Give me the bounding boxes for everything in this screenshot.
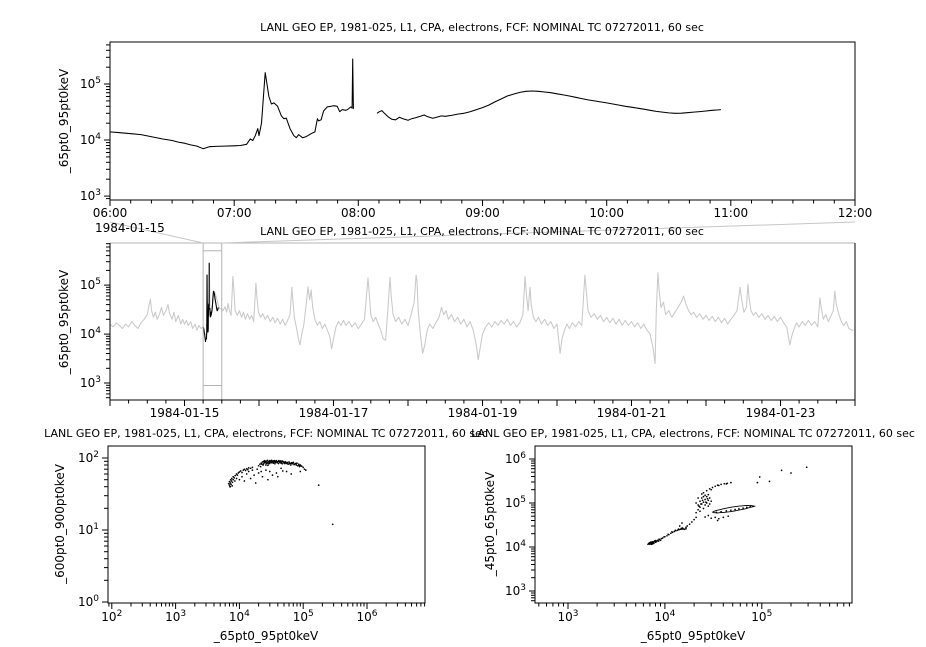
detail-y-axis-label: _65pt0_95pt0keV	[57, 68, 71, 174]
scatter-point	[759, 476, 761, 478]
scatter-point	[709, 497, 711, 499]
x-tick-label: 08:00	[341, 206, 376, 220]
scatter-point	[281, 460, 283, 462]
x-tick-label: $10^3$	[557, 609, 579, 624]
scatter-left-y-axis-label: _600pt0_900pt0keV	[53, 464, 67, 584]
scatter-point	[703, 508, 705, 510]
scatter-point	[695, 512, 697, 514]
scatter-point	[262, 476, 264, 478]
y-tick-label: $10^5$	[79, 277, 101, 293]
scatter-point	[707, 498, 709, 500]
scatter-point	[229, 486, 231, 488]
scatter-45-65-plot	[505, 446, 852, 624]
scatter-point	[790, 472, 792, 474]
y-tick-label: $10^4$	[79, 326, 101, 342]
scatter-point	[261, 463, 263, 465]
scatter-point	[271, 460, 273, 462]
scatter-point	[283, 461, 285, 463]
scatter-point	[259, 463, 261, 465]
scatter-point	[241, 476, 243, 478]
scatter-point	[781, 470, 783, 472]
scatter-point	[244, 468, 246, 470]
scatter-point	[234, 475, 236, 477]
scatter-point	[231, 480, 233, 482]
scatter-point	[703, 492, 705, 494]
scatter-point	[302, 467, 304, 469]
detail-timeseries-plot	[80, 42, 872, 220]
x-tick-label: $10^6$	[356, 609, 378, 624]
x-tick-label: $10^5$	[751, 609, 773, 624]
scatter-point	[229, 484, 231, 486]
x-tick-label: 11:00	[713, 206, 749, 220]
scatter-point	[662, 537, 664, 539]
scatter-point	[273, 462, 275, 464]
scatter-45-65-plot-area[interactable]	[535, 446, 852, 603]
scatter-point	[278, 460, 280, 462]
scatter-point	[704, 494, 706, 496]
scatter-point	[664, 536, 666, 538]
scatter-point	[276, 472, 278, 474]
scatter-point	[742, 507, 744, 509]
detail-plot-title: LANL GEO EP, 1981-025, L1, CPA, electrons, FCF: NOMINAL TC 07272011, 60 sec	[260, 21, 704, 34]
scatter-point	[290, 464, 292, 466]
scatter-point	[246, 473, 248, 475]
scatter-point	[697, 509, 699, 511]
scatter-point	[240, 470, 242, 472]
context-y-axis-label: _65pt0_95pt0keV	[57, 269, 71, 375]
scatter-point	[769, 481, 771, 483]
scatter-point	[290, 463, 292, 465]
scatter-point	[698, 505, 700, 507]
scatter-point	[679, 525, 681, 527]
y-tick-label: $10^4$	[79, 132, 101, 147]
scatter-point	[250, 467, 252, 469]
scatter-point	[689, 523, 691, 525]
scatter-point	[318, 484, 320, 486]
scatter-point	[255, 482, 257, 484]
scatter-point	[681, 522, 683, 524]
y-tick-label: $10^4$	[504, 539, 526, 554]
x-tick-label: $10^4$	[228, 609, 250, 624]
scatter-point	[722, 517, 724, 519]
scatter-point	[706, 496, 708, 498]
scatter-point	[710, 517, 712, 519]
scatter-point	[269, 471, 271, 473]
scatter-point	[693, 519, 695, 521]
scatter-point	[701, 497, 703, 499]
scatter-point	[734, 509, 736, 511]
scatter-point	[695, 502, 697, 504]
scatter-point	[714, 485, 716, 487]
scatter-point	[233, 477, 235, 479]
scatter-point	[232, 479, 234, 481]
scatter-point	[300, 465, 302, 467]
scatter-point	[718, 518, 720, 520]
y-tick-label: $10^0$	[77, 594, 99, 609]
scatter-point	[707, 505, 709, 507]
scatter-point	[701, 493, 703, 495]
scatter-point	[700, 503, 702, 505]
scatter-point	[286, 471, 288, 473]
scatter-point	[267, 479, 269, 481]
y-tick-label: $10^5$	[79, 76, 101, 91]
context-timeseries-plot	[80, 243, 855, 420]
scatter-point	[265, 464, 267, 466]
scatter-point	[263, 462, 265, 464]
x-tick-label: 1984-01-19	[447, 406, 518, 420]
scatter-point	[666, 535, 668, 537]
x-tick-label: 07:00	[216, 206, 252, 220]
scatter-point	[720, 484, 722, 486]
scatter-point	[652, 542, 654, 544]
x-tick-label: $10^4$	[654, 609, 676, 624]
scatter-point	[277, 461, 279, 463]
scatter-left-x-axis-label: _65pt0_95pt0keV	[213, 629, 319, 643]
x-tick-label: $10^5$	[292, 609, 314, 624]
scatter-point	[710, 489, 712, 491]
scatter-point	[675, 530, 677, 532]
scatter-point	[725, 510, 727, 512]
scatter-point	[252, 469, 254, 471]
scatter-point	[757, 482, 759, 484]
scatter-point	[707, 515, 709, 517]
scatter-600-900-plot	[78, 446, 425, 624]
scatter-point	[727, 515, 729, 517]
scatter-point	[295, 463, 297, 465]
scatter-point	[253, 474, 255, 476]
scatter-point	[648, 542, 650, 544]
scatter-point	[265, 469, 267, 471]
scatter-point	[717, 520, 719, 522]
scatter-point	[248, 471, 250, 473]
scatter-point	[707, 499, 709, 501]
scatter-point	[686, 525, 688, 527]
scatter-point	[332, 523, 334, 525]
scatter-point	[252, 467, 254, 469]
scatter-point	[279, 461, 281, 463]
scatter-point	[231, 478, 233, 480]
scatter-point	[267, 459, 269, 461]
x-tick-label: 1984-01-15	[149, 406, 220, 420]
x-tick-label: 12:00	[837, 206, 873, 220]
scatter-point	[260, 466, 262, 468]
scatter-point	[260, 471, 262, 473]
scatter-point	[278, 463, 280, 465]
scatter-point	[705, 501, 707, 503]
scatter-point	[289, 463, 291, 465]
scatter-point	[685, 526, 687, 528]
scatter-point	[258, 465, 260, 467]
scatter-point	[247, 469, 249, 471]
scatter-point	[248, 467, 250, 469]
scatter-point	[706, 490, 708, 492]
scatter-point	[702, 499, 704, 501]
x-tick-label: 09:00	[465, 206, 500, 220]
scatter-point	[730, 509, 732, 511]
scatter-point	[695, 517, 697, 519]
scatter-point	[703, 496, 705, 498]
scatter-point	[699, 500, 701, 502]
scatter-point	[651, 542, 653, 544]
scatter-point	[292, 462, 294, 464]
x-tick-label: 06:00	[92, 206, 128, 220]
scatter-point	[239, 479, 241, 481]
scatter-point	[704, 516, 706, 518]
scatter-point	[703, 501, 705, 503]
scatter-point	[237, 474, 239, 476]
y-tick-label: $10^6$	[504, 451, 526, 466]
x-tick-label: $10^3$	[165, 609, 187, 624]
scatter-point	[250, 478, 252, 480]
scatter-point	[272, 474, 274, 476]
scatter-point	[282, 470, 284, 472]
scatter-point	[244, 480, 246, 482]
scatter-point	[709, 488, 711, 490]
x-tick-label: 1984-01-17	[298, 406, 369, 420]
scatter-point	[280, 467, 282, 469]
x-tick-label: 1984-01-23	[745, 406, 816, 420]
scatter-point	[655, 540, 657, 542]
generated-plots	[78, 42, 872, 624]
scatter-point	[725, 483, 727, 485]
scatter-point	[281, 463, 283, 465]
scatter-point	[285, 462, 287, 464]
scatter-point	[712, 487, 714, 489]
scatter-point	[707, 494, 709, 496]
scatter-point	[268, 463, 270, 465]
x-tick-label: 10:00	[589, 206, 624, 220]
scatter-right-y-axis-label: _45pt0_65pt0keV	[483, 471, 497, 577]
scatter-point	[723, 483, 725, 485]
scatter-point	[236, 478, 238, 480]
scatter-point	[258, 472, 260, 474]
scatter-point	[714, 517, 716, 519]
scatter-point	[738, 508, 740, 510]
scatter-point	[299, 471, 301, 473]
detail-timeseries-plot-area[interactable]	[110, 42, 855, 200]
scatter-point	[658, 540, 660, 542]
x-tick-label: $10^2$	[101, 609, 123, 624]
scatter-point	[672, 532, 674, 534]
scatter-point	[670, 532, 672, 534]
detail-x-date-label: 1984-01-15	[95, 221, 165, 235]
scatter-point	[230, 484, 232, 486]
scatter-point	[290, 473, 292, 475]
scatter-point	[269, 461, 271, 463]
scatter-point	[709, 503, 711, 505]
scatter-point	[305, 469, 307, 471]
scatter-point	[699, 510, 701, 512]
scatter-point	[697, 497, 699, 499]
scatter-point	[660, 539, 662, 541]
scatter-left-title: LANL GEO EP, 1981-025, L1, CPA, electrons, FCF: NOMINAL TC 07272011, 60 sec	[44, 427, 488, 440]
scatter-point	[266, 463, 268, 465]
scatter-point	[730, 482, 732, 484]
scatter-right-title: LANL GEO EP, 1981-025, L1, CPA, electrons, FCF: NOMINAL TC 07272011, 60 sec	[471, 427, 915, 440]
scatter-point	[234, 480, 236, 482]
scatter-point	[256, 468, 258, 470]
scatter-point	[668, 534, 670, 536]
scatter-point	[241, 472, 243, 474]
x-tick-label: 1984-01-21	[596, 406, 667, 420]
scatter-point	[232, 481, 234, 483]
y-tick-label: $10^3$	[79, 188, 101, 204]
scatter-point	[231, 485, 233, 487]
y-tick-label: $10^3$	[504, 583, 526, 598]
y-tick-label: $10^5$	[504, 495, 526, 510]
scatter-point	[678, 529, 680, 531]
scatter-point	[704, 504, 706, 506]
scatter-point	[245, 470, 247, 472]
scatter-point	[691, 521, 693, 523]
y-tick-label: $10^3$	[79, 375, 101, 390]
scatter-point	[287, 462, 289, 464]
context-plot-title: LANL GEO EP, 1981-025, L1, CPA, electrons, FCF: NOMINAL TC 07272011, 60 sec	[260, 225, 704, 238]
scatter-point	[298, 465, 300, 467]
scatter-point	[274, 461, 276, 463]
scatter-point	[806, 466, 808, 468]
scatter-point	[704, 499, 706, 501]
scatter-point	[710, 500, 712, 502]
scatter-point	[718, 485, 720, 487]
scatter-right-x-axis-label: _65pt0_95pt0keV	[640, 629, 746, 643]
y-tick-label: $10^1$	[77, 522, 99, 537]
y-tick-label: $10^2$	[77, 450, 99, 465]
scatter-point	[277, 476, 279, 478]
scatter-point	[267, 465, 269, 467]
